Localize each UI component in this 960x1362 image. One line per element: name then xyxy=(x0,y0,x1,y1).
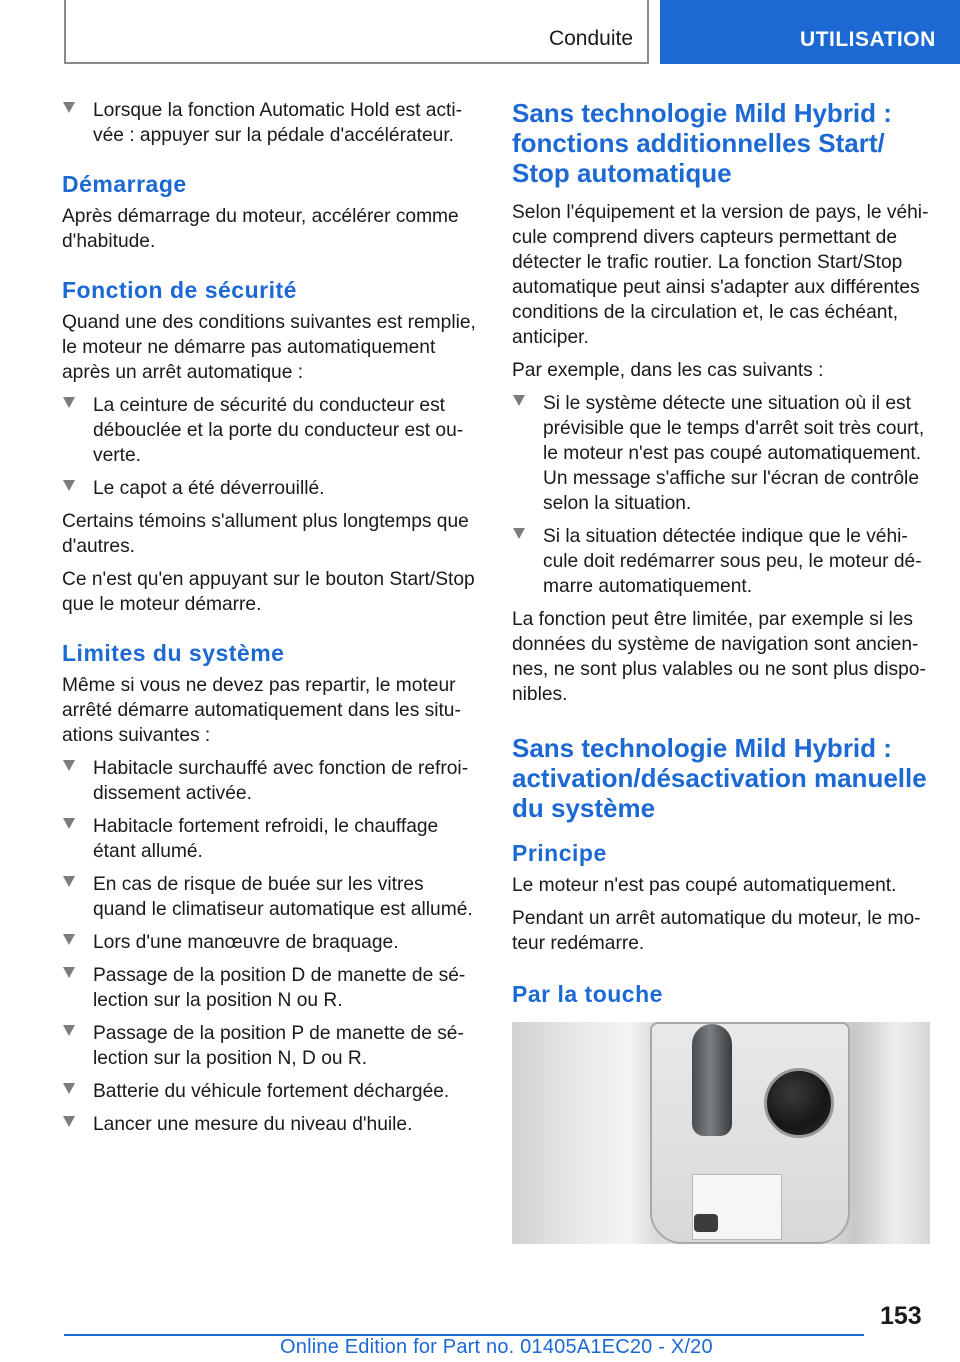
intro-list xyxy=(62,98,482,148)
center-console-photo xyxy=(512,1022,930,1244)
bullet-arrow-icon xyxy=(63,1025,75,1036)
gear-selector-lever xyxy=(692,1024,732,1136)
heading-mild-hybrid-start-stop: Sans technologie Mild Hybrid : fonctions additionnelles Start/ Stop automatique xyxy=(512,98,892,188)
parking-brake-switch xyxy=(694,1214,718,1232)
bullet-arrow-icon xyxy=(63,1116,75,1127)
list-item: Passage de la position P de manette de sélection sur la position N, D ou R. xyxy=(62,1021,482,1071)
paragraph: Quand une des conditions suivantes est remplie, le moteur ne démarre pas automatiquement après un arrêt automatique : xyxy=(62,312,476,383)
securite-list xyxy=(62,393,482,501)
list-item: Habitacle fortement refroidi, le chauffage étant allumé. xyxy=(62,814,482,864)
heading-demarrage: Démarrage xyxy=(62,171,187,197)
right-column xyxy=(512,98,930,1244)
bullet-arrow-icon xyxy=(63,818,75,829)
mild-list xyxy=(512,391,930,599)
heading-limites: Limites du système xyxy=(62,640,285,666)
paragraph: Selon l'équipement et la version de pays, le véhicule comprend divers capteurs permettant de détecter le trafic routier. La fonction Start/Stop automatique peut ainsi s'adapter aux différentes conditions de la circulation et, le cas échéant, anticiper. xyxy=(512,202,929,348)
list-item: Si le système détecte une situation où il est prévisible que le temps d'arrêt soit très court, le moteur n'est pas coupé automatiquement. Un message s'affiche sur l'écran de contrôle selon la situation. xyxy=(512,391,930,516)
paragraph: Certains témoins s'allument plus longtemps que d'autres. xyxy=(62,511,469,557)
list-item: En cas de risque de buée sur les vitres quand le climatiseur automatique est allumé. xyxy=(62,872,482,922)
bullet-arrow-icon xyxy=(513,528,525,539)
bullet-arrow-icon xyxy=(63,480,75,491)
heading-mild-hybrid-activation: Sans technologie Mild Hybrid : activation/désactivation manuelle du système xyxy=(512,733,927,823)
console-panel xyxy=(650,1022,850,1244)
bullet-arrow-icon xyxy=(63,967,75,978)
list-item: Batterie du véhicule fortement déchargée. xyxy=(62,1079,482,1104)
left-column xyxy=(62,98,482,1145)
paragraph: Même si vous ne devez pas repartir, le moteur arrêté démarre automatiquement dans les situations suivantes : xyxy=(62,675,461,746)
list-item: Lancer une mesure du niveau d'huile. xyxy=(62,1112,482,1137)
paragraph: Par exemple, dans les cas suivants : xyxy=(512,360,824,381)
bullet-arrow-icon xyxy=(63,397,75,408)
list-item: La ceinture de sécurité du conducteur est débouclée et la porte du conducteur est ouverte. xyxy=(62,393,482,468)
bullet-arrow-icon xyxy=(63,934,75,945)
header-section-tab[interactable] xyxy=(660,0,960,64)
bullet-arrow-icon xyxy=(63,102,75,113)
bullet-arrow-icon xyxy=(513,395,525,406)
bullet-arrow-icon xyxy=(63,876,75,887)
controller-knob xyxy=(764,1068,834,1138)
list-item: Habitacle surchauffé avec fonction de refroidissement activée. xyxy=(62,756,482,806)
paragraph: Après démarrage du moteur, accélérer comme d'habitude. xyxy=(62,206,459,252)
list-item: Lorsque la fonction Automatic Hold est activée : appuyer sur la pédale d'accélérateur. xyxy=(62,98,482,148)
heading-principe: Principe xyxy=(512,840,607,866)
heading-par-la-touche: Par la touche xyxy=(512,981,663,1007)
list-item: Si la situation détectée indique que le véhicule doit redémarrer sous peu, le moteur démarre automatiquement. xyxy=(512,524,930,599)
footer-edition: Online Edition for Part no. 01405A1EC20 - X/20 xyxy=(280,1336,713,1358)
list-item: Lors d'une manœuvre de braquage. xyxy=(62,930,482,955)
list-item: Le capot a été déverrouillé. xyxy=(62,476,482,501)
paragraph: Ce n'est qu'en appuyant sur le bouton Start/Stop que le moteur démarre. xyxy=(62,569,475,615)
page-number: 153 xyxy=(880,1302,922,1330)
header-chapter-box xyxy=(64,0,649,64)
list-item: Passage de la position D de manette de sélection sur la position N ou R. xyxy=(62,963,482,1013)
paragraph: La fonction peut être limitée, par exemple si les données du système de navigation sont anciennes, ne sont plus valables ou ne sont plus disponibles. xyxy=(512,609,926,705)
paragraph: Le moteur n'est pas coupé automatiquement. xyxy=(512,875,897,896)
heading-securite: Fonction de sécurité xyxy=(62,277,297,303)
bullet-arrow-icon xyxy=(63,1083,75,1094)
bullet-arrow-icon xyxy=(63,760,75,771)
header-section: UTILISATION xyxy=(800,28,936,51)
limites-list xyxy=(62,756,482,1137)
paragraph: Pendant un arrêt automatique du moteur, le moteur redémarre. xyxy=(512,908,921,954)
header-chapter: Conduite xyxy=(548,27,633,50)
